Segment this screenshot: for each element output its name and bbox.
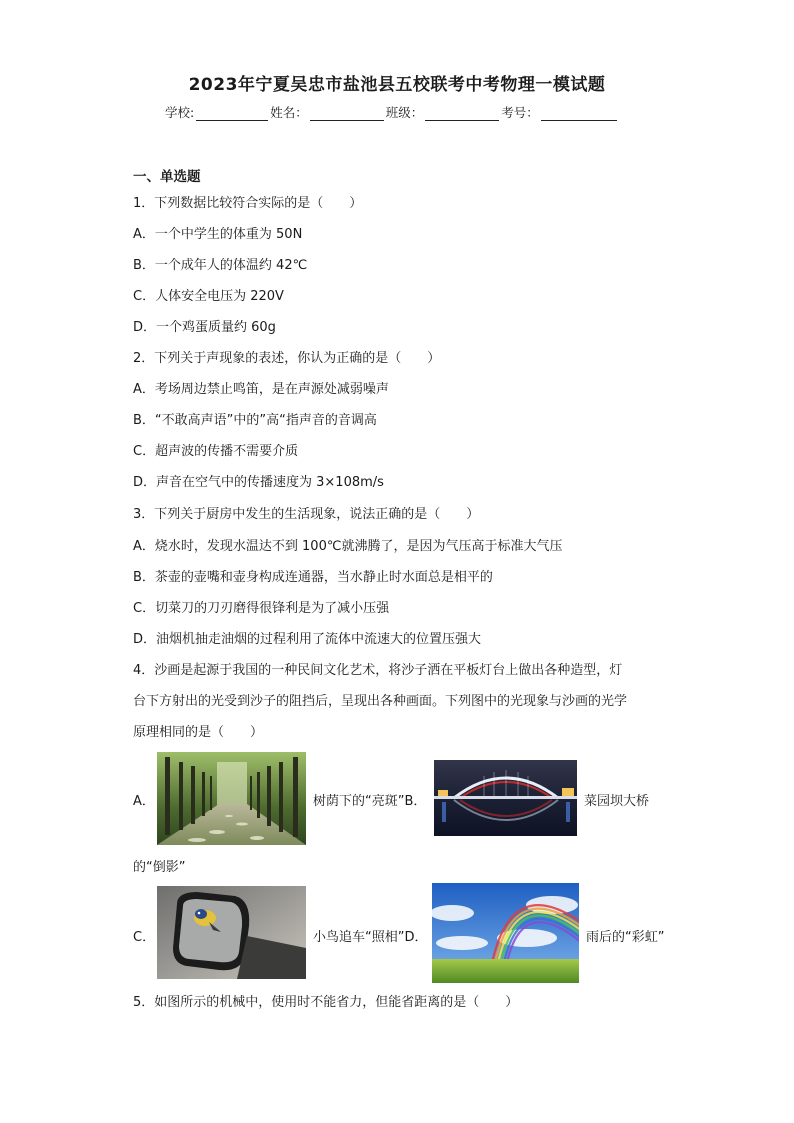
q3-stem: 3．下列关于厨房中发生的生活现象，说法正确的是（ ） <box>133 507 480 522</box>
number-label: 考号： <box>501 105 539 120</box>
exam-title: 2023年宁夏吴忠市盐池县五校联考中考物理一模试题 <box>188 75 606 95</box>
q4-option-c-label: C． <box>133 930 156 945</box>
q4-option-d-caption: 雨后的“彩虹” <box>586 930 665 945</box>
q1-option-a: A．一个中学生的体重为 50N <box>133 227 303 242</box>
q1-option-b: B．一个成年人的体温约 42℃ <box>133 258 308 273</box>
tree-shade-photo <box>157 752 306 845</box>
student-info-row <box>165 103 619 121</box>
bird-car-mirror-image <box>157 886 306 979</box>
school-field <box>165 103 268 121</box>
school-label: 学校: <box>165 105 195 120</box>
q3-option-c: C．切菜刀的刀刃磨得很锋利是为了减小压强 <box>133 601 390 616</box>
rainbow-image <box>432 883 579 983</box>
q3-option-d: D．油烟机抽走油烟的过程利用了流体中流速大的位置压强大 <box>133 632 482 647</box>
section-heading: 一、单选题 <box>133 169 201 185</box>
name-field <box>270 103 384 121</box>
q4-option-c-caption: 小鸟追车“照相”D． <box>313 930 428 945</box>
class-blank[interactable] <box>425 106 499 121</box>
class-field <box>386 103 500 121</box>
class-label: 班级： <box>385 105 424 120</box>
q4-stem-line2: 台下方射出的光受到沙子的阻挡后，呈现出各种画面。下列图中的光现象与沙画的光学 <box>133 694 628 709</box>
q2-option-d: D．声音在空气中的传播速度为 3×108m/s <box>133 475 384 490</box>
q4-option-b-caption-cont: 的“倒影” <box>133 860 186 875</box>
q4-stem-line3: 原理相同的是（ ） <box>133 725 264 740</box>
name-label: 姓名： <box>270 105 308 120</box>
q2-option-c: C．超声波的传播不需要介质 <box>133 444 299 459</box>
name-blank[interactable] <box>310 106 384 121</box>
q1-option-d: D．一个鸡蛋质量约 60g <box>133 320 276 335</box>
number-field <box>501 103 617 121</box>
q4-option-b-caption: 菜园坝大桥 <box>584 794 650 809</box>
car-mirror-photo <box>157 886 306 979</box>
number-blank[interactable] <box>541 106 617 121</box>
q1-stem: 1．下列数据比较符合实际的是（ ） <box>133 196 363 211</box>
q4-stem-line1: 4．沙画是起源于我国的一种民间文化艺术，将沙子洒在平板灯台上做出各种造型，灯 <box>133 663 623 678</box>
q1-option-c: C．人体安全电压为 220V <box>133 289 284 304</box>
school-blank[interactable] <box>196 106 268 121</box>
bridge-reflection-image <box>434 760 577 836</box>
q2-stem: 2．下列关于声现象的表述，你认为正确的是（ ） <box>133 351 441 366</box>
q5-stem: 5．如图所示的机械中，使用时不能省力，但能省距离的是（ ） <box>133 995 519 1010</box>
rainbow-photo <box>432 883 579 983</box>
q2-option-a: A．考场周边禁止鸣笛，是在声源处减弱噪声 <box>133 382 389 397</box>
q3-option-b: B．茶壶的壶嘴和壶身构成连通器，当水静止时水面总是相平的 <box>133 570 493 585</box>
bridge-photo <box>434 760 577 836</box>
q4-option-a-label: A． <box>133 794 155 809</box>
q2-option-b: B．“不敢高声语”中的”高“指声音的音调高 <box>133 413 377 428</box>
tree-shade-image <box>157 752 306 845</box>
q4-option-a-caption: 树荫下的“亮斑”B． <box>313 794 427 809</box>
q3-option-a: A．烧水时，发现水温达不到 100℃就沸腾了，是因为气压高于标准大气压 <box>133 539 563 554</box>
